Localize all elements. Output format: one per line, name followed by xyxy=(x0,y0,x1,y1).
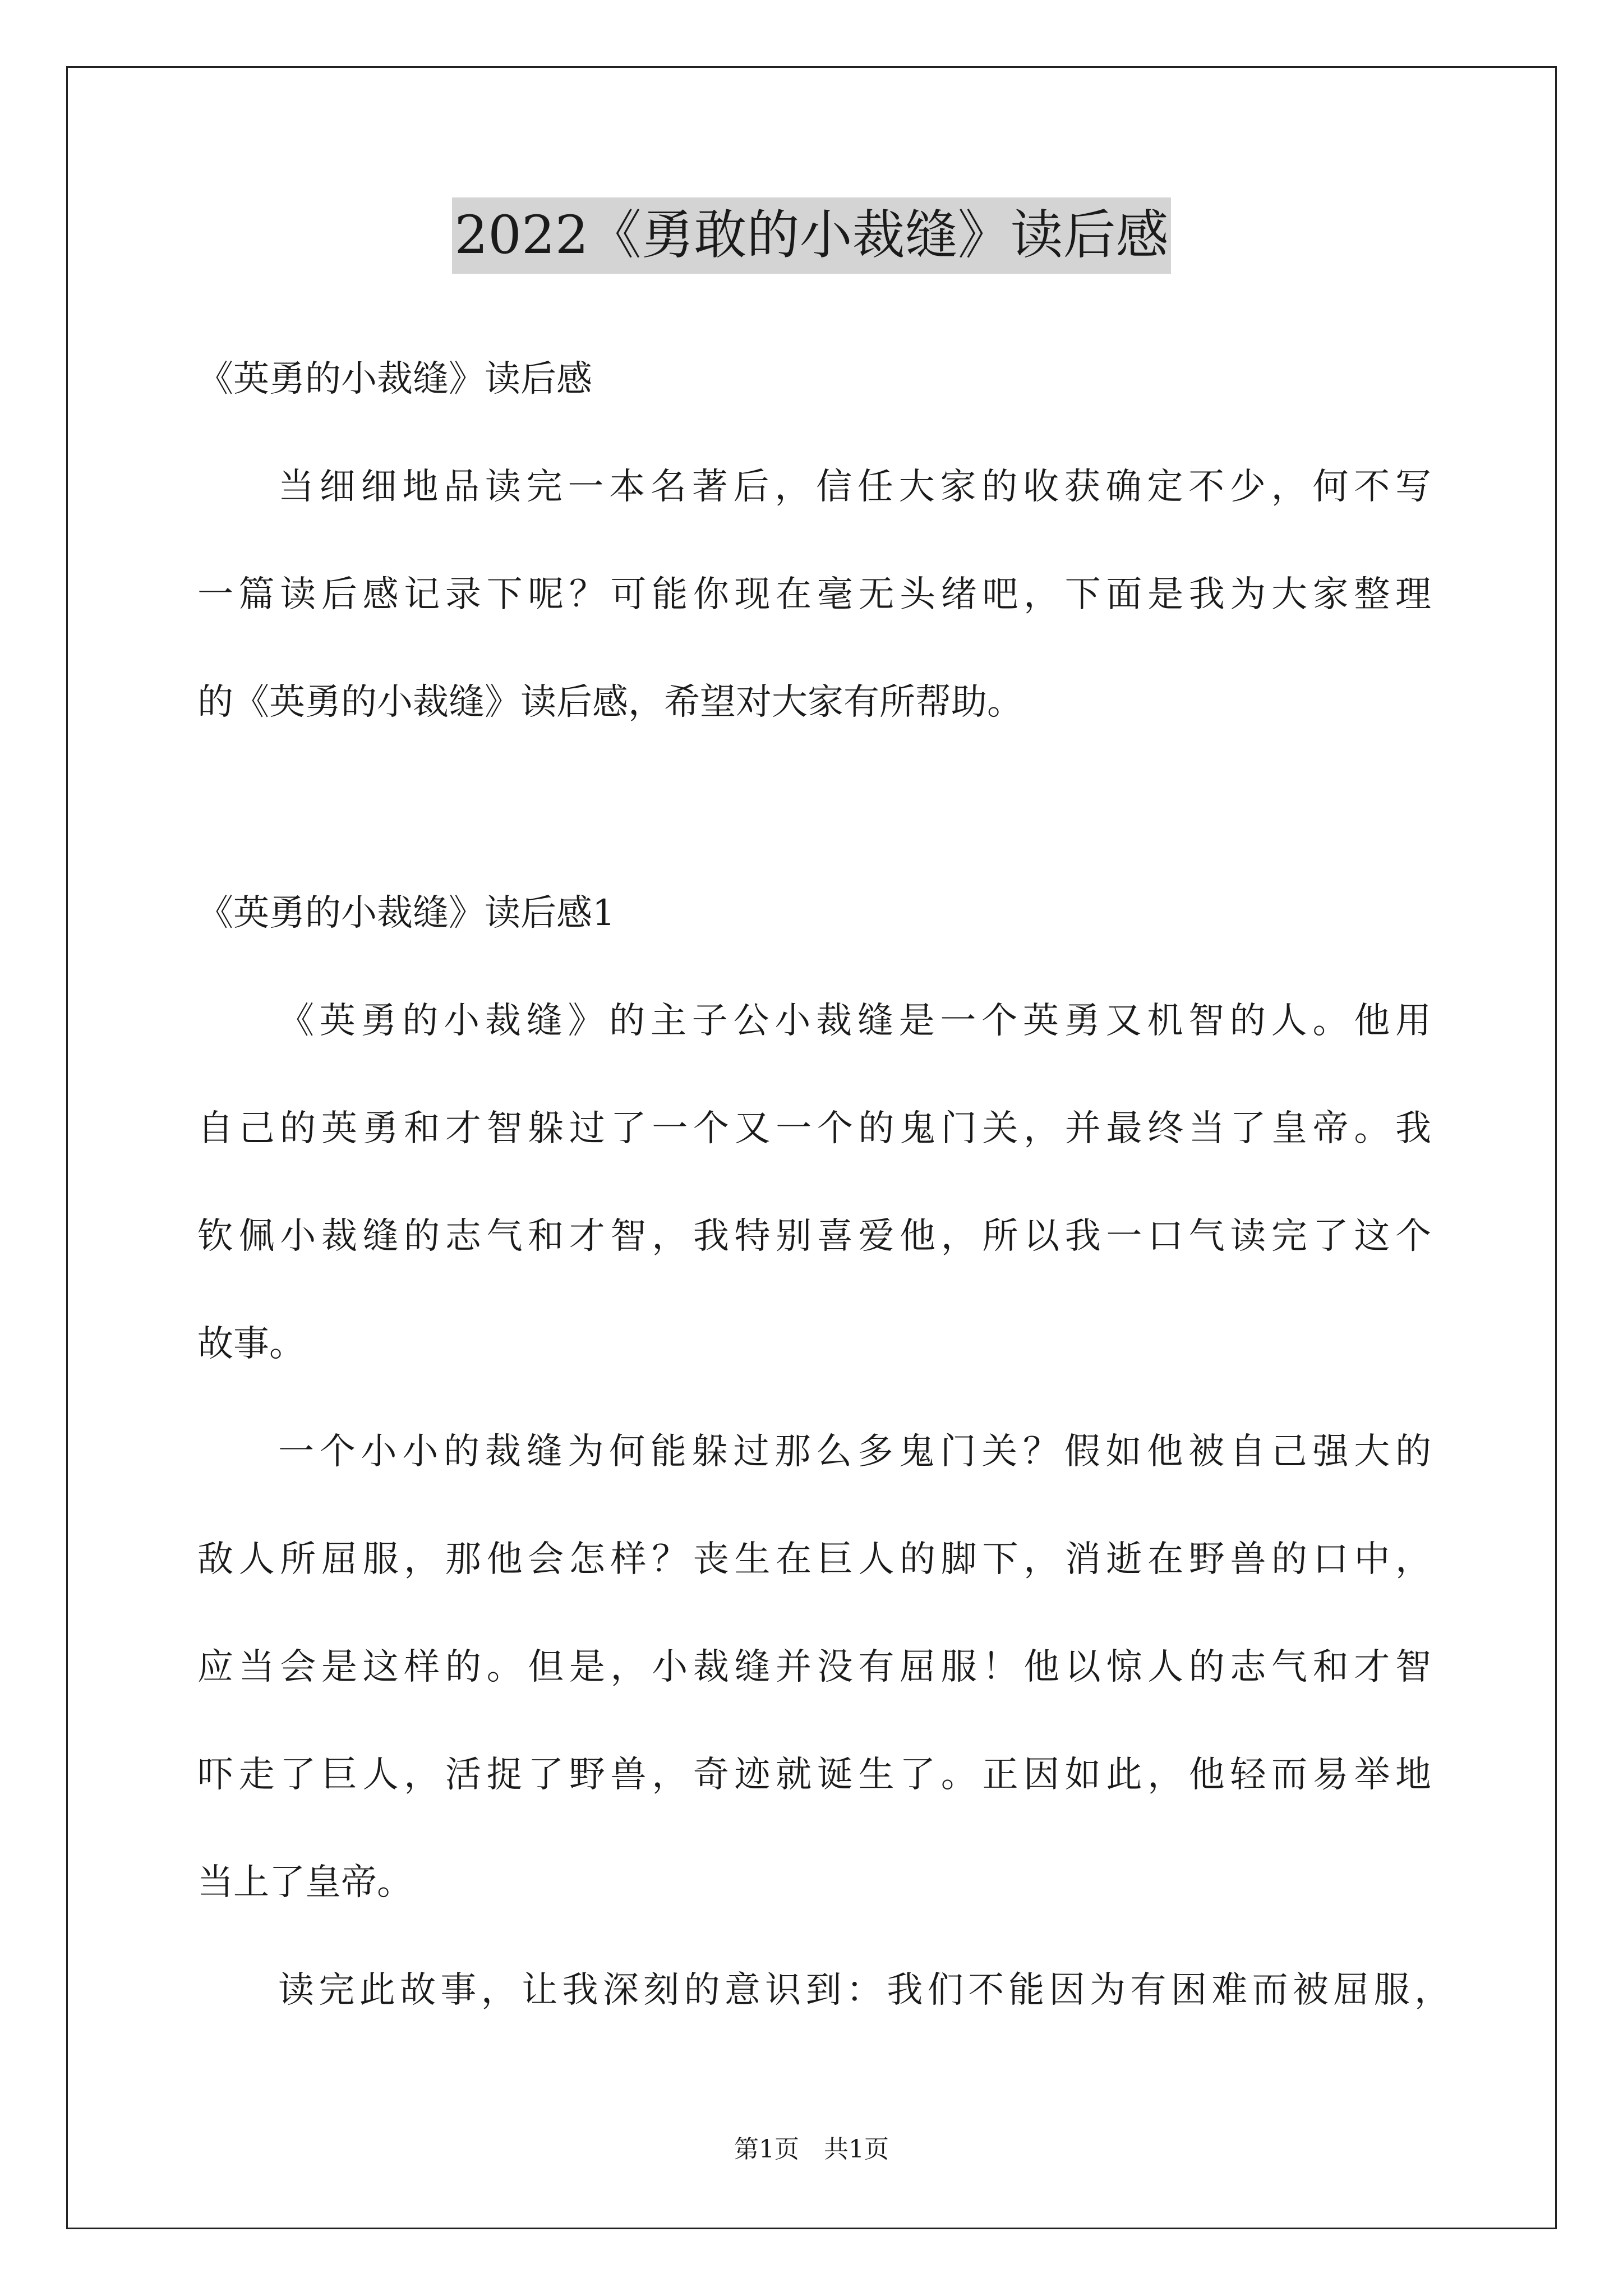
para2-line-2: 敌人所屈服，那他会怎样？丧生在巨人的脚下，消逝在野兽的口中， xyxy=(197,1539,1431,1580)
intro-line-2: 一篇读后感记录下呢？可能你现在毫无头绪吧，下面是我为大家整理 xyxy=(197,574,1431,615)
para2-line-4: 吓走了巨人，活捉了野兽，奇迹就诞生了。正因如此，他轻而易举地 xyxy=(197,1754,1431,1796)
intro-line-3: 的《英勇的小裁缝》读后感，希望对大家有所帮助。 xyxy=(197,682,1023,723)
para1-line-3: 钦佩小裁缝的志气和才智，我特别喜爱他，所以我一口气读完了这个 xyxy=(197,1216,1431,1257)
intro-line-1: 当细细地品读完一本名著后，信任大家的收获确定不少，何不写 xyxy=(278,466,1431,508)
section-heading: 《英勇的小裁缝》读后感1 xyxy=(197,892,615,934)
para1-line-4: 故事。 xyxy=(197,1323,305,1365)
page-footer: 第1页 共1页 xyxy=(734,2135,889,2164)
para2-line-5: 当上了皇帝。 xyxy=(197,1862,413,1903)
para3-line-1: 读完此故事，让我深刻的意识到：我们不能因为有困难而被屈服， xyxy=(278,1970,1450,2011)
para1-line-2: 自己的英勇和才智躲过了一个又一个的鬼门关，并最终当了皇帝。我 xyxy=(197,1108,1431,1149)
para2-line-3: 应当会是这样的。但是，小裁缝并没有屈服！他以惊人的志气和才智 xyxy=(197,1646,1431,1688)
para2-line-1: 一个小小的裁缝为何能躲过那么多鬼门关？假如他被自己强大的 xyxy=(278,1431,1431,1473)
para1-line-1: 《英勇的小裁缝》的主子公小裁缝是一个英勇又机智的人。他用 xyxy=(278,1000,1431,1042)
document-title: 2022《勇敢的小裁缝》读后感 xyxy=(452,197,1170,274)
title-container xyxy=(0,197,1623,274)
subtitle-line: 《英勇的小裁缝》读后感 xyxy=(197,358,592,400)
